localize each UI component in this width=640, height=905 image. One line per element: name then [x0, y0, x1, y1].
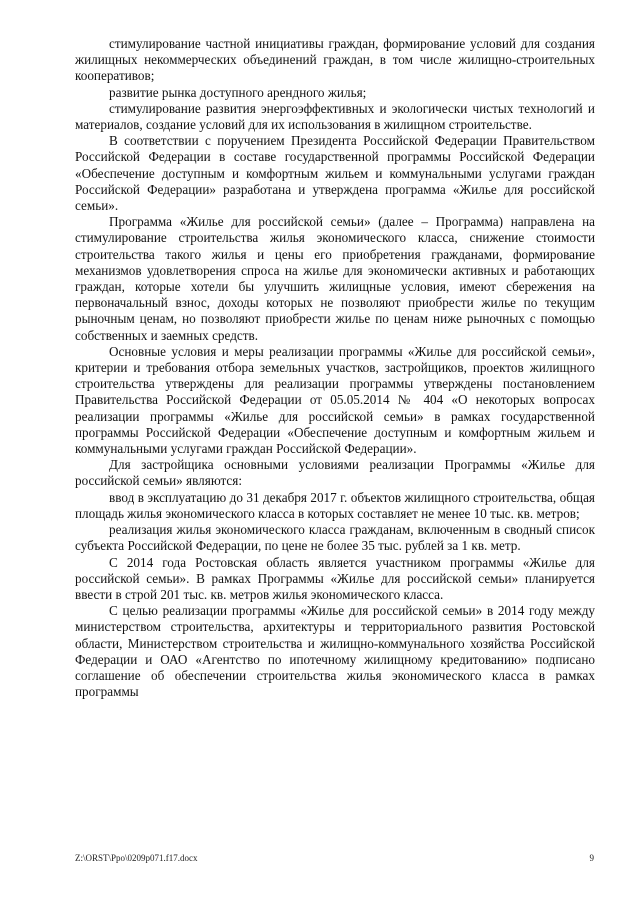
paragraph-11: С целью реализации программы «Жилье для российской семьи» в 2014 году между министерством строительства, архитектуры и территориального развития Ростовской области, Министерством строительства и жилищно-коммунального хозяйства Российской Федерации и ОАО «Агентство по ипотечному жилищному кредитованию» подписано соглашение об обеспечении строительства жилья экономического класса в рамках программы — [75, 603, 595, 700]
footer-file-path: Z:\ORST\Ppo\0209p071.f17.docx — [75, 853, 198, 863]
document-page — [75, 36, 595, 700]
paragraph-10: С 2014 года Ростовская область является участником программы «Жилье для российской семьи». В рамках Программы «Жилье для российской семьи» планируется ввести в строй 201 тыс. кв. метров жилья экономического класса. — [75, 554, 595, 602]
paragraph-8: ввод в эксплуатацию до 31 декабря 2017 г. объектов жилищного строительства, общая площадь жилья экономического класса в которых составляет не менее 10 тыс. кв. метров; — [75, 489, 595, 521]
paragraph-1: стимулирование частной инициативы граждан, формирование условий для создания жилищных некоммерческих объединений граждан, в том числе жилищно-строительных кооперативов; — [75, 36, 595, 84]
paragraph-2: развитие рынка доступного арендного жилья; — [109, 84, 367, 100]
paragraph-4: В соответствии с поручением Президента Российской Федерации Правительством Российской Федерации в составе государственной программы Российской Федерации «Обеспечение доступным и комфортным жильем и коммунальными услугами граждан Российской Федерации» разработана и утверждена программа «Жилье для российской семьи». — [75, 133, 595, 214]
paragraph-9: реализация жилья экономического класса гражданам, включенным в сводный список субъекта Российской Федерации, по цене не более 35 тыс. рублей за 1 кв. метр. — [75, 522, 595, 554]
paragraph-7: Для застройщика основными условиями реализации Программы «Жилье для российской семьи» являются: — [75, 457, 595, 489]
footer-page-number: 9 — [589, 853, 594, 863]
paragraph-6: Основные условия и меры реализации программы «Жилье для российской семьи», критерии и требования отбора земельных участков, застройщиков, проектов жилищного строительства утверждены для реализации программы утверждены постановлением Правительства Российской Федерации от 05.05.2014 № 404 «О некоторых вопросах реализации программы «Жилье для российской семьи» в рамках государственной программы Российской Федерации «Обеспечение доступным и комфортным жильем и коммунальными услугами граждан Российской Федерации». — [75, 343, 595, 457]
paragraph-3: стимулирование развития энергоэффективных и экологически чистых технологий и материалов, создание условий для их использования в жилищном строительстве. — [75, 100, 595, 133]
paragraph-5: Программа «Жилье для российской семьи» (далее – Программа) направлена на стимулирование строительства жилья экономического класса, снижение стоимости строительства такого жилья и цены его приобретения гражданами, формирование механизмов удовлетворения спроса на жилье для экономически активных и работающих граждан, которые хотели бы улучшить жилищные условия, имеют сбережения на первоначальный взнос, доходы которых не позволяют приобрести жилье по текущим рыночным ценам, но позволяют приобрести жилье по ценам ниже рыночных с помощью собственных и заемных средств. — [75, 214, 595, 343]
